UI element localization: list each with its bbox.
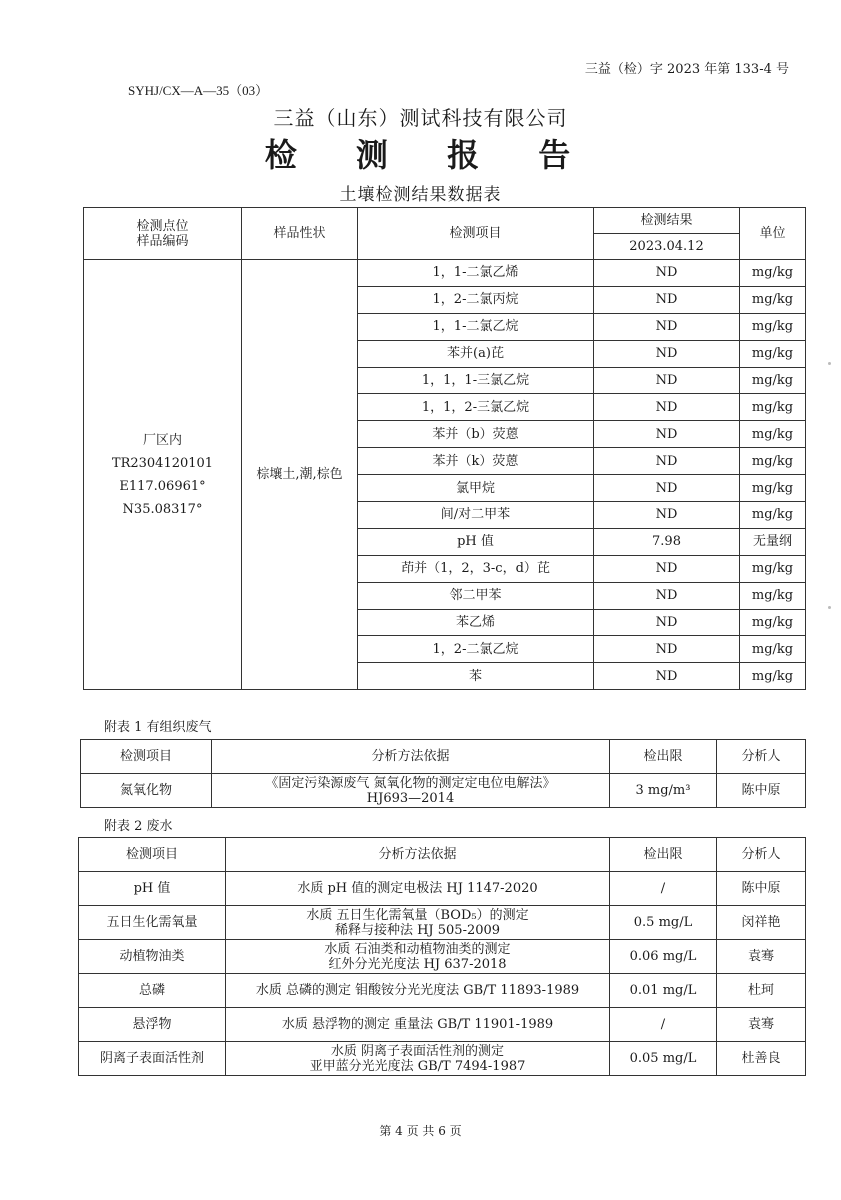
sample-location: 厂区内 (142, 432, 182, 448)
page-number: 第 4 页 共 6 页 (379, 1124, 462, 1138)
table-row (79, 974, 806, 1008)
test-unit: mg/kg (740, 394, 806, 421)
test-result: ND (594, 260, 740, 287)
a1-analyst: 陈中原 (717, 774, 806, 808)
table-row (79, 906, 806, 940)
appendix2-table (78, 837, 806, 1076)
a2-header-item: 检测项目 (79, 838, 226, 872)
a2-limit: / (610, 872, 717, 906)
test-result: ND (594, 286, 740, 313)
company-name: 三益（山东）测试科技有限公司 (273, 106, 568, 130)
a2-method-line1: 水质 pH 值的测定电极法 HJ 1147-2020 (297, 881, 538, 896)
table-row (79, 1042, 806, 1076)
report-title: 检 测 报 告 (264, 136, 595, 174)
a1-method-line1: 《固定污染源废气 氮氧化物的测定定电位电解法》 (265, 775, 556, 791)
test-unit: mg/kg (740, 313, 806, 340)
a2-header-limit: 检出限 (610, 838, 717, 872)
a2-item: 动植物油类 (79, 940, 226, 974)
test-result: ND (594, 475, 740, 502)
a1-item: 氮氧化物 (81, 774, 212, 808)
test-item: 1，1-二氯乙烯 (358, 260, 594, 287)
header-item: 检测项目 (358, 208, 594, 260)
a2-item: 五日生化需氧量 (79, 906, 226, 940)
a2-method (226, 940, 610, 974)
header-code: 样品编码 (136, 233, 189, 249)
test-unit: mg/kg (740, 260, 806, 287)
a2-method-line1: 水质 石油类和动植物油类的测定 (324, 941, 511, 957)
header-point-code (84, 208, 242, 260)
test-item: 苯并（b）荧蒽 (358, 421, 594, 448)
a2-limit: 0.06 mg/L (610, 940, 717, 974)
test-result: ND (594, 582, 740, 609)
appendix2-label: 附表 2 废水 (104, 819, 173, 834)
sample-info-cell (84, 260, 242, 690)
a2-item: 悬浮物 (79, 1008, 226, 1042)
a2-item: 阴离子表面活性剂 (79, 1042, 226, 1076)
header-result: 检测结果 (594, 208, 740, 234)
scan-speck (828, 606, 831, 609)
a1-method-line2: HJ693—2014 (366, 790, 455, 806)
a2-analyst: 闵祥艳 (717, 906, 806, 940)
test-unit: mg/kg (740, 502, 806, 529)
a2-method-line1: 水质 总磷的测定 钼酸铵分光光度法 GB/T 11893-1989 (255, 983, 580, 998)
test-unit: mg/kg (740, 582, 806, 609)
test-item: 间/对二甲苯 (358, 502, 594, 529)
test-item: 1，2-二氯丙烷 (358, 286, 594, 313)
a2-method (226, 1042, 610, 1076)
sample-nature: 棕壤土,潮,棕色 (242, 260, 358, 690)
a2-item: pH 值 (79, 872, 226, 906)
test-unit: 无量纲 (740, 528, 806, 555)
a2-method-line1: 水质 悬浮物的测定 重量法 GB/T 11901-1989 (281, 1017, 554, 1032)
test-result: ND (594, 555, 740, 582)
test-unit: mg/kg (740, 340, 806, 367)
header-nature: 样品性状 (242, 208, 358, 260)
test-item: pH 值 (358, 528, 594, 555)
test-unit: mg/kg (740, 448, 806, 475)
sample-longitude: E117.06961° (119, 478, 206, 494)
test-item: 氯甲烷 (358, 475, 594, 502)
test-item: 1，1-二氯乙烷 (358, 313, 594, 340)
test-item: 1，1，1-三氯乙烷 (358, 367, 594, 394)
table-row (81, 774, 806, 808)
test-item: 苯 (358, 663, 594, 690)
test-result: ND (594, 367, 740, 394)
a2-analyst: 杜善良 (717, 1042, 806, 1076)
a2-limit: / (610, 1008, 717, 1042)
header-unit: 单位 (740, 208, 806, 260)
a1-method (212, 774, 610, 808)
soil-results-table (83, 207, 806, 690)
appendix1-label: 附表 1 有组织废气 (104, 720, 212, 735)
table-row (84, 260, 806, 287)
table-row (79, 1008, 806, 1042)
test-unit: mg/kg (740, 475, 806, 502)
a2-limit: 0.01 mg/L (610, 974, 717, 1008)
a2-analyst: 袁骞 (717, 940, 806, 974)
a1-header-method: 分析方法依据 (212, 740, 610, 774)
sample-latitude: N35.08317° (122, 501, 203, 517)
a2-header-analyst: 分析人 (717, 838, 806, 872)
a2-item: 总磷 (79, 974, 226, 1008)
report-number: 三益（检）字 2023 年第 133-4 号 (584, 62, 789, 77)
a2-method-line1: 水质 五日生化需氧量（BOD₅）的测定 (306, 907, 529, 923)
test-unit: mg/kg (740, 286, 806, 313)
test-unit: mg/kg (740, 421, 806, 448)
test-unit: mg/kg (740, 367, 806, 394)
a1-header-limit: 检出限 (610, 740, 717, 774)
a2-method (226, 906, 610, 940)
test-item: 1，1，2-三氯乙烷 (358, 394, 594, 421)
test-result: ND (594, 502, 740, 529)
a2-analyst: 袁骞 (717, 1008, 806, 1042)
header-point: 检测点位 (136, 218, 189, 234)
test-item: 苯并（k）荧蒽 (358, 448, 594, 475)
a2-method-line2: 稀释与接种法 HJ 505-2009 (334, 922, 501, 938)
a1-header-analyst: 分析人 (717, 740, 806, 774)
a2-limit: 0.5 mg/L (610, 906, 717, 940)
test-result: 7.98 (594, 528, 740, 555)
a2-method-line1: 水质 阴离子表面活性剂的测定 (330, 1043, 505, 1059)
table-subtitle: 土壤检测结果数据表 (339, 185, 502, 205)
a2-method-line2: 红外分光光度法 HJ 637-2018 (328, 956, 507, 972)
test-item: 邻二甲苯 (358, 582, 594, 609)
test-result: ND (594, 340, 740, 367)
table-row (79, 872, 806, 906)
a2-method (226, 974, 610, 1008)
appendix1-table (80, 739, 806, 808)
header-date: 2023.04.12 (594, 234, 740, 260)
test-item: 茚并（1，2，3-c，d）芘 (358, 555, 594, 582)
test-unit: mg/kg (740, 636, 806, 663)
a2-limit: 0.05 mg/L (610, 1042, 717, 1076)
test-item: 苯乙烯 (358, 609, 594, 636)
test-item: 苯并(a)芘 (358, 340, 594, 367)
test-unit: mg/kg (740, 555, 806, 582)
a2-analyst: 陈中原 (717, 872, 806, 906)
a2-method (226, 872, 610, 906)
sample-code: TR2304120101 (111, 455, 214, 471)
a2-analyst: 杜珂 (717, 974, 806, 1008)
test-result: ND (594, 609, 740, 636)
test-unit: mg/kg (740, 663, 806, 690)
a2-header-method: 分析方法依据 (226, 838, 610, 872)
test-result: ND (594, 394, 740, 421)
test-result: ND (594, 448, 740, 475)
test-result: ND (594, 636, 740, 663)
a1-limit: 3 mg/m³ (610, 774, 717, 808)
scan-speck (828, 362, 831, 365)
table-row (79, 940, 806, 974)
test-result: ND (594, 663, 740, 690)
test-unit: mg/kg (740, 609, 806, 636)
test-result: ND (594, 313, 740, 340)
a1-header-item: 检测项目 (81, 740, 212, 774)
form-code: SYHJ/CX—A—35（03） (128, 83, 269, 98)
test-item: 1，2-二氯乙烷 (358, 636, 594, 663)
test-result: ND (594, 421, 740, 448)
a2-method (226, 1008, 610, 1042)
a2-method-line2: 亚甲蓝分光光度法 GB/T 7494-1987 (309, 1058, 526, 1074)
